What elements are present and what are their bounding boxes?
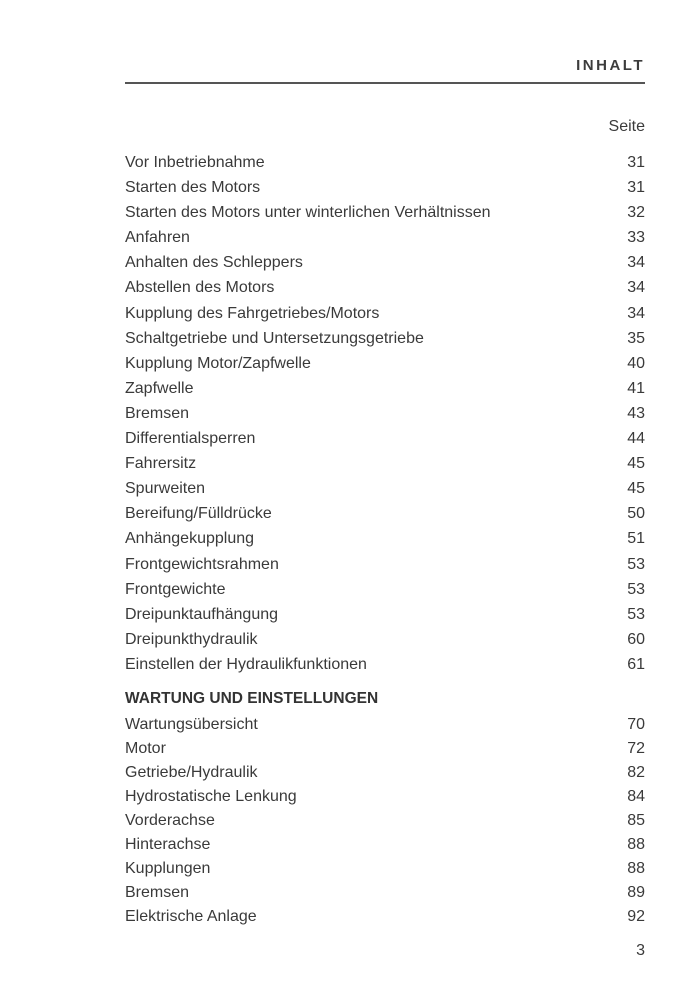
toc-entry-page: 82: [627, 764, 645, 781]
toc-entry[interactable]: [125, 401, 645, 426]
toc-entry-label: Motor: [125, 740, 166, 757]
toc-entry[interactable]: [125, 351, 645, 376]
toc-entry[interactable]: [125, 526, 645, 551]
toc-entry[interactable]: [125, 713, 645, 737]
toc-entry-label: Wartungsübersicht: [125, 716, 258, 733]
toc-entry-label: Dreipunkthydraulik: [125, 630, 258, 648]
toc-entry[interactable]: [125, 905, 645, 929]
toc-entry-label: Kupplungen: [125, 860, 211, 877]
toc-entry[interactable]: [125, 501, 645, 526]
toc-entry[interactable]: [125, 301, 645, 326]
toc-entry[interactable]: [125, 150, 645, 175]
toc-entry-label: Getriebe/Hydraulik: [125, 764, 258, 781]
toc-entry[interactable]: [125, 376, 645, 401]
toc-entry-label: Kupplung des Fahrgetriebes/Motors: [125, 304, 380, 322]
header-rule: [125, 82, 645, 84]
toc-entry-page: 89: [627, 884, 645, 901]
toc-entry-label: Frontgewichtsrahmen: [125, 555, 279, 573]
toc-section-maintenance: [125, 713, 645, 929]
toc-entry-page: 41: [627, 379, 645, 397]
toc-entry-page: 32: [627, 204, 645, 222]
toc-entry-page: 51: [627, 530, 645, 548]
page-number: 3: [636, 942, 645, 959]
toc-entry-label: Vorderachse: [125, 812, 215, 829]
toc-entry[interactable]: [125, 881, 645, 905]
toc-entry-label: Schaltgetriebe und Untersetzungsgetriebe: [125, 329, 424, 347]
toc-entry-page: 53: [627, 605, 645, 623]
toc-entry[interactable]: [125, 326, 645, 351]
toc-entry-label: Bremsen: [125, 404, 190, 422]
toc-entry[interactable]: [125, 857, 645, 881]
toc-entry-page: 92: [627, 908, 645, 925]
toc-entry-label: Zapfwelle: [125, 379, 194, 397]
toc-entry[interactable]: [125, 250, 645, 275]
toc-entry-label: Elektrische Anlage: [125, 908, 257, 925]
toc-entry[interactable]: [125, 200, 645, 225]
toc-entry-label: Fahrersitz: [125, 455, 197, 473]
toc-entry[interactable]: [125, 627, 645, 652]
toc-entry-label: Bremsen: [125, 884, 190, 901]
toc-entry-page: 84: [627, 788, 645, 805]
section-heading-maintenance: WARTUNG UND EINSTELLUNGEN: [125, 690, 379, 707]
toc-entry-label: Einstellen der Hydraulikfunktionen: [125, 655, 367, 673]
toc-entry-page: 85: [627, 812, 645, 829]
toc-entry-label: Vor Inbetriebnahme: [125, 154, 265, 171]
toc-entry-label: Hydrostatische Lenkung: [125, 788, 297, 805]
toc-entry-page: 33: [627, 229, 645, 247]
toc-entry[interactable]: [125, 476, 645, 501]
toc-entry[interactable]: [125, 833, 645, 857]
toc-entry[interactable]: [125, 275, 645, 300]
toc-entry-label: Kupplung Motor/Zapfwelle: [125, 354, 311, 372]
toc-entry-page: 35: [627, 329, 645, 347]
toc-entry-label: Starten des Motors unter winterlichen Verhältnissen: [125, 204, 491, 222]
toc-entry[interactable]: [125, 451, 645, 476]
toc-entry-page: 50: [627, 505, 645, 523]
toc-entry-label: Dreipunktaufhängung: [125, 605, 279, 623]
toc-entry-label: Anhalten des Schleppers: [125, 254, 303, 272]
toc-entry[interactable]: [125, 809, 645, 833]
toc-entry[interactable]: [125, 552, 645, 577]
toc-entry-page: 53: [627, 580, 645, 598]
toc-entry[interactable]: [125, 577, 645, 602]
toc-entry-label: Anhängekupplung: [125, 530, 255, 548]
toc-entry-page: 88: [627, 860, 645, 877]
toc-entry-page: 72: [627, 740, 645, 757]
toc-entry-page: 88: [627, 836, 645, 853]
toc-entry-page: 34: [627, 254, 645, 272]
page-column-label: Seite: [608, 118, 645, 135]
toc-entry-page: 43: [627, 404, 645, 422]
page-title: INHALT: [576, 57, 645, 74]
toc-entry[interactable]: [125, 225, 645, 250]
toc-entry-page: 60: [627, 630, 645, 648]
toc-entry-page: 45: [627, 455, 645, 473]
toc-entry-label: Hinterachse: [125, 836, 211, 853]
toc-entry[interactable]: [125, 737, 645, 761]
toc-entry-page: 31: [627, 154, 645, 171]
toc-entry-page: 44: [627, 430, 645, 448]
toc-entry[interactable]: [125, 426, 645, 451]
toc-entry-page: 40: [627, 354, 645, 372]
toc-entry-label: Abstellen des Motors: [125, 279, 275, 297]
toc-entry[interactable]: [125, 602, 645, 627]
toc-entry-label: Frontgewichte: [125, 580, 226, 598]
toc-entry-page: 34: [627, 279, 645, 297]
toc-entry[interactable]: [125, 652, 645, 677]
toc-entry-label: Bereifung/Fülldrücke: [125, 505, 272, 523]
toc-entry[interactable]: [125, 175, 645, 200]
toc-entry[interactable]: [125, 761, 645, 785]
toc-entry-page: 34: [627, 304, 645, 322]
toc-entry-label: Spurweiten: [125, 480, 206, 498]
toc-section-operation: [125, 150, 645, 677]
toc-entry-page: 61: [627, 655, 645, 673]
toc-entry-label: Anfahren: [125, 229, 190, 247]
toc-entry-label: Starten des Motors: [125, 179, 261, 197]
toc-entry-page: 31: [627, 179, 645, 197]
toc-entry-page: 70: [627, 716, 645, 733]
toc-entry[interactable]: [125, 785, 645, 809]
toc-entry-label: Differentialsperren: [125, 430, 256, 448]
toc-entry-page: 53: [627, 555, 645, 573]
toc-entry-page: 45: [627, 480, 645, 498]
